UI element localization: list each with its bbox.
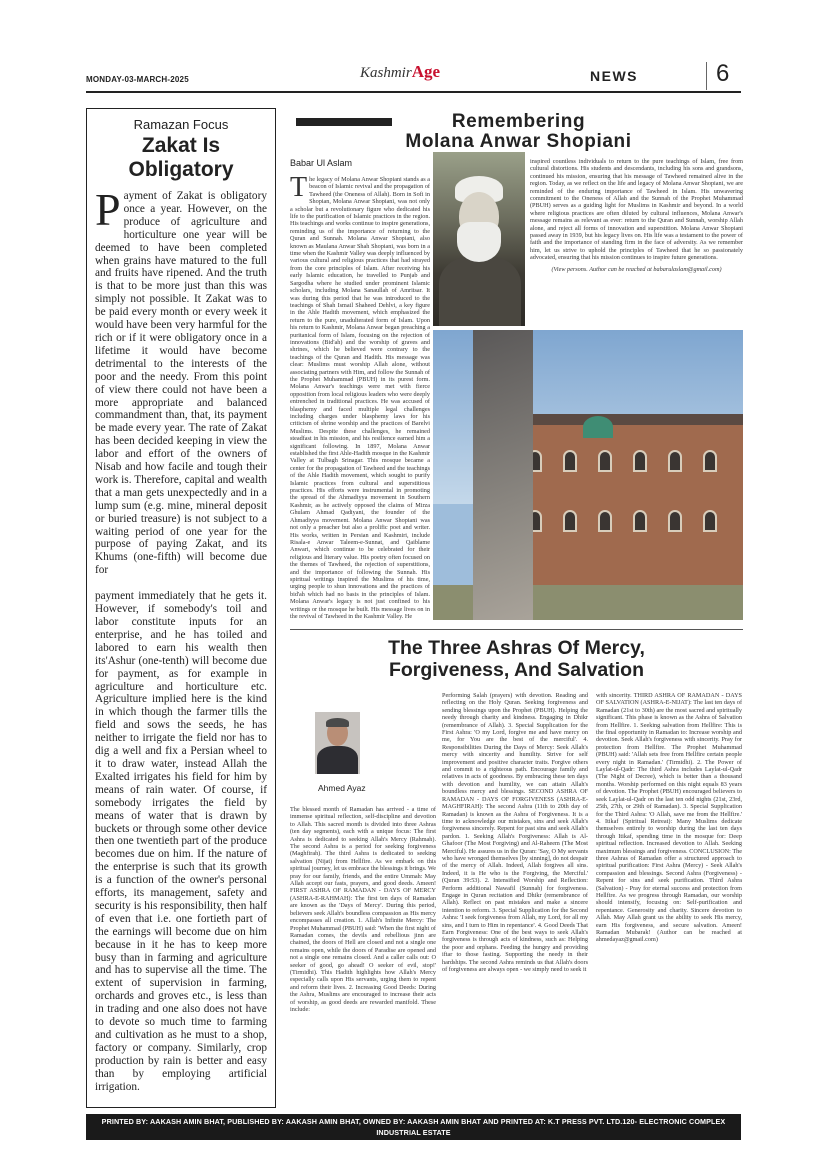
author-photo — [315, 712, 360, 774]
photo-window — [668, 450, 682, 472]
mosque-photo — [433, 330, 743, 620]
portrait-photo — [433, 152, 525, 326]
photo-hair — [326, 718, 349, 727]
article2-headline — [290, 637, 743, 681]
photo-window — [703, 510, 717, 532]
photo-window — [598, 450, 612, 472]
photo-beard — [457, 222, 501, 262]
article1-title-line2: Molana Anwar Shopiani — [405, 131, 632, 152]
imprint-line-1: PRINTED BY: AAKASH AMIN BHAT, PUBLISHED BY: AAKASH AMIN BHAT, OWNED BY: AAKASH AMIN BHAT AND PRINTED AT: K.T PRESS PVT. LTD.120- ELECTRONIC COMPLEX INDUSTRIAL ESTATE — [101, 1117, 726, 1137]
zakat-paragraph-2: payment immediately that he gets it. However, if somebody's toil and labor constitute inputs for an enterprise, and he has toiled and labored to earn his wealth then its'Ashur (one-tenth) will become due for payment, as for example in agriculture and horticulture etc. Agriculture implied here is the kind in which though the farmer tills the field and sows the seeds, he has neither to irrigate the field nor has to dig a well and fix a Persian wheel to it to draw water, instead Allah the Exalted irrigates his field for him by means of rain water. Of course, if somebody irrigates the field by means of water that is drawn by buckets or through some other device then one twentieth part of the produce becomes due on him. If the nature of the enterprise is such that its growth is a function of the owner's personal efforts, its management, safety and security is his responsibility, then half of even that i.e. one fortieth part of the earnings will become due on him because in it he has to keep more busy than in farming and agriculture and has to supervise all the time. The extent of supervision in farming, orchards and groves etc., is less than in trading and one also does not have to devote so much time to farming and cultivation as he must to a shop, factory or company. Similarly, crop production by rain is better and easy than by employing artificial irrigation. — [95, 590, 267, 1093]
article2-column-1: The blessed month of Ramadan has arrived - a time of immense spiritual reflection, self-discipline and devotion to Allah. This sacred month is divided into three Ashras (ten day segments), each with a unique focus: The first Ashra is dedicated to seeking Allah's Mercy (Rahmah). The second Ashra is a period for seeking forgiveness (Maghfirah). The third Ashra is dedicated to seeking salvation (Nijat) from Hellfire. As we embark on this spiritual journey, let us embrace the blessings it brings. We pray for our family, friends, and the entire Ummah: May Allah accept our fasts, prayers, and good deeds. Ameen! FIRST ASHRA OF RAMADAN - DAYS OF MERCY (ASHRA-E-RAHMAH): The first ten days of Ramadan are known as the 'Days of Mercy'. During this period, believers seek Allah's boundless compassion as His mercy encompasses all creation. 1. Allah's Infinite Mercy: The Prophet Muhammad (PBUH) said: 'When the first night of Ramadan comes, the devils and rebellious jinn are chained, the doors of Hell are closed and not a single one remains open, while the doors of Paradise are opened and not a single one remains closed. And a caller calls out: O seeker of good, go ahead! O seeker of evil, stop!' (Tirmidhi). This Hadith highlights how Allah's Mercy especially calls upon His servants, urging them to repent and reform their lives. 2. Increasing Good Deeds: During the Ashra, Muslims are encouraged to increase their acts of worship, as good deeds are rewarded manifold. These include: — [290, 806, 436, 1013]
imprint-line-2: RANGRETH BUDGAM, J&K. AND PUBLISHED AT: MEDIA ENCLAVE RESIDENCY ROAD SGR. 190001 J&K. EDITOR: AAKASH AMIN BHAT, JKENG/2006/23952 — [140, 1139, 687, 1148]
header-rule — [86, 91, 741, 93]
article2-title-line2: Forgiveness, And Salvation — [388, 659, 644, 681]
article2-column-3: with sincerity. THIRD ASHRA OF RAMADAN - DAYS OF SALVATION (ASHRA-E-NIJAT): The last ten days of Ramadan (21st to 30th) are the most sacred and spiritually significant. This phase is known as the Ashra of Salvation from Hellfire. 1. Seeking salvation from Hellfire: This is the final opportunity in Ramadan to: Increase worship and devotion. Seek Allah's forgiveness with sincerity. Pray for protection from Hellfire. The Prophet Muhammad (PBUH) said: 'Allah sets free from Hellfire certain people every night in Ramadan.' (Tirmidhi). 2. The Power of Laylat-ul-Qadr: The third Ashra includes Laylat-ul-Qadr (The Night of Decree), which is better than a thousand months. Worship performed on this night equals 83 years of devotion. The Prophet (PBUH) encouraged believers to seek Laylat-ul-Qadr on the last ten odd nights (21st, 23rd, 25th, 27th, or 29th of Ramadan). 3. Special Supplication for the Third Ashra: 'O Allah, save me from the Hellfire.' 4. Itikaf (Spiritual Retreat): Many Muslims dedicate themselves entirely to worship during the last ten days through Itikaf, spending time in the mosque for: Deep spiritual reflection. Increased devotion to Allah. Seeking maximum blessings and forgiveness. CONCLUSION: The three Ashras of Ramadan offer a structured approach to spiritual purification: First Ashra (Mercy) - Seek Allah's compassion and blessings. Second Ashra (Forgiveness) - Repent for sins and seek purification. Third Ashra (Salvation) - Pray for eternal success and protection from Hellfire. As we progress through Ramadan, our worship should intensify, focusing on: Self-purification and repentance. Generosity and charity. Sincere devotion to Allah. May Allah grant us the ability to seek His mercy, earn His forgiveness, and secure salvation. Ameen! Ramadan Mubarak! (Author can be reached at ahmedayaz@gmail.com) — [596, 692, 742, 944]
article1-title-line1: Remembering — [451, 111, 586, 132]
article1-author: Babar Ul Aslam — [290, 158, 353, 168]
article1-column-2 — [530, 158, 743, 326]
zakat-box — [86, 108, 276, 1108]
page-number: 6 — [716, 60, 730, 87]
zakat-dropcap: P — [95, 184, 121, 235]
zakat-paragraph-1 — [95, 184, 267, 577]
masthead-logo — [360, 62, 440, 82]
photo-window — [668, 510, 682, 532]
photo-dome — [583, 416, 613, 438]
photo-window — [598, 510, 612, 532]
section-divider — [290, 629, 743, 630]
zakat-body — [95, 184, 267, 1094]
article2-title-line1: The Three Ashras Of Mercy, — [388, 637, 645, 659]
zakat-kicker: Ramazan Focus — [133, 117, 229, 132]
photo-roof-left — [473, 330, 533, 620]
article2-author: Ahmed Ayaz — [318, 783, 366, 793]
photo-robe — [439, 256, 521, 326]
photo-window — [563, 450, 577, 472]
article1-text-2: inspired countless individuals to return to the pure teachings of Islam, free from cultural distortions. His students and descendants, including his sons and grandsons, continued his mission, ensuring that his message of Tawheed remained alive in the region. Today, as we reflect on the life and legacy of Molana Anwar Shopiani, we are reminded of the enduring importance of Tawheed in Islam. His unwavering commitment to the Oneness of Allah and the Sunnah of the Prophet Muhammad (PBUH) serves as a guiding light for Muslims in Kashmir and beyond. In a world where religious practices are often diluted by cultural influences, Molana Anwar's message remains as relevant as ever: return to the Quran and Sunnah, worship Allah alone, and reject all forms of innovation and superstition. Molana Anwar Shopiani passed away in 1939, but his legacy lives on. His life was a testament to the power of faith and the importance of standing firm in the face of adversity. As we remember him, let us strive to uphold the principles of Tawheed that he so passionately advocated, ensuring that his mission continues to inspire future generations. — [530, 158, 743, 262]
article1-headline — [296, 112, 741, 152]
header-divider — [706, 62, 707, 90]
photo-window — [703, 450, 717, 472]
article2-column-2: Performing Salah (prayers) with devotion. Reading and reflecting on the Holy Quran. Seeking forgiveness and sending blessings upon the Prophet (PBUH). Helping the needy through charity and kindness. Engaging in Dhikr (remembrance of Allah). 3. Special Supplication for the First Ashra: 'O my Lord, forgive me and have mercy on me, for You are the best of the merciful'. 4. Responsibilities During the Days of Mercy: Seek Allah's mercy with sincerity and humility. Strive for self improvement and positive character traits. Forgive others and commit to a righteous path. Encourage family and relatives in acts of goodness. By embracing these ten days with devotion and humility, we can attain Allah's boundless mercy and blessings. SECOND ASHRA OF RAMADAN - DAYS OF FORGIVENESS (ASHRA-E-MAGHFIRAH): The second Ashra (11th to 20th day of Ramadan) is known as the Ashra of Forgiveness. It is a time to acknowledge our mistakes, sins and seek Allah's forgiveness sincerely. Repent for past sins and seek Allah's pardon. 1. Seeking Allah's Forgiveness: Allah is Al-Ghafoor (The Most Forgiving) and Al-Raheem (The Most Merciful). He assures us in the Quran: 'Say, O My servants who have wronged themselves [by sinning], do not despair of the mercy of Allah. Indeed, Allah forgives all sins. Indeed, it is He who is the Forgiving, the Merciful.' (Quran 39:53). 2. Intensified Worship and Reflection: Perform additional Nawafil (Sunnah) for forgiveness. Engage in Quran recitation and Dhikr (remembrance of Allah). Reflect on past mistakes and make a sincere intention to reform. 3. Special Supplication for the Second Ashra: 'I seek forgiveness from Allah, my Lord, for all my sins, and I turn to Him in repentance'. 4. Good Deeds That Earn Forgiveness: One of the best ways to seek Allah's forgiveness is through acts of kindness, such as: Helping the poor and orphans. Feeding the hungry and providing iftar to those fasting. Supporting the needy in their hardships. The second Ashra reminds us that Allah's doors of forgiveness are always open - we simply need to seek it — [442, 692, 588, 974]
photo-window — [563, 510, 577, 532]
article1-signoff: (View persons. Author can be reached at babarulaslam@gmail.com) — [551, 265, 722, 273]
masthead-kashmir: Kashmir — [360, 65, 412, 81]
imprint-footer — [86, 1114, 741, 1148]
article1-dropcap: T — [290, 176, 308, 203]
section-label: NEWS — [590, 68, 638, 84]
masthead-age: Age — [411, 62, 441, 81]
headline-bar — [296, 118, 392, 126]
issue-date: MONDAY-03-MARCH-2025 — [86, 75, 189, 84]
photo-window — [633, 450, 647, 472]
zakat-text-1: ayment of Zakat is obligatory once a year. However, on the produce of agriculture and horticulture one year will be deemed to have been completed when grains have matured to the full and fruits have ripened. And the truth is that to be more just than this was simply not possible. It Zakat was to be paid every month or every week it would have been very harmful for the rich or if it were obligatory once in a lifetime it would have become detrimental to the interests of the poor and the needy. From this point of view there could not have been a more appropriate and balanced commandment than, that, its payment be made every year. The rate of Zakat has been decided keeping in view the labor and effort of the owners of Nisab and how facile and tough their work is. Therefore, capital and wealth that a man gets unexpectedly and in a lump sum (e.g. mine, mineral deposit or buried treasure) is not subject to a waiting period of one year for the purpose of paying Zakat, and its Khums (one-fifth) will become due for — [95, 190, 267, 577]
article1-column-1 — [290, 176, 430, 621]
photo-window — [633, 510, 647, 532]
article1-text-1: he legacy of Molana Anwar Shopiani stands as a beacon of Islamic revival and the propagation of Tawheed (the Oneness of Allah). Born in Sofi in Shopian, Molana Anwar Shopiani, was not only a scholar but a revolutionary figure who dedicated his life to the purification of Islamic practices in the region. His teachings and works continue to inspire generations, reminding us of the importance of returning to the Quran and Sunnah. Molana Anwar Shopiani, also known as Maulana Anwar Shah Shopiani, was born in a time when the Kashmir Valley was deeply influenced by various cultural and religious practices that had strayed from the core principles of Islam. After receiving his early Islamic education, he travelled to Punjab and Sargodha where he studied under prominent Islamic scholars, including Molana Sanaullah of Amritsar. It was during this period that he was introduced to the teachings of Shah Ismail Shaheed Dehlvi, a key figure in the Ahle Hadith movement, which emphasized the return to the pure, unadulterated form of Islam. Upon his return to Kashmir, Molana Anwar began preaching a puritanical form of Islam, focusing on the rejection of innovations (Bid'ah) and the worship of graves and shrines, which he believed were contrary to the teachings of the Quran and Hadith. His message was clear: Muslims must worship Allah alone, without associating partners with Him, and follow the Sunnah of the Prophet Muhammad (PBUH) in its purest form. Molana Anwar's teachings were met with fierce opposition from local religious leaders who were deeply entrenched in traditional practices. He was accused of blasphemy and faced multiple legal challenges including charges under blasphemy laws for his criticism of shrine worship and the practices of Barelvi Muslims. Despite these challenges, he remained steadfast in his mission, and his resilience earned him a significant following. In 1897, Molana Anwar established the first Ahle-Hadith mosque in the Kashmir Valley at Tulbagh Srinagar. This mosque became a center for the propagation of Tawheed and the teachings of the Ahle Hadith movement, which sought to purify Islamic practices from cultural and superstitious practices. His efforts were instrumental in promoting the spread of the Ahmadiyya movement in Southern Kashmir, as he actively opposed the claims of Mirza Ghulam Ahmad Qadiyani, the founder of the Ahmadiyya movement. Molana Anwar Shopiani was not only a preacher but also a prolific poet and writer. His works, written in Persian and Kashmiri, include Risala-e Anwar Taleem-e-Sunnat, and Qaiblame Anwari, which continue to be celebrated for their religious and literary value. His poetry often focused on the themes of Tawheed, the rejection of superstitions, and the importance of following the Sunnah. His spiritual writings inspired the Muslims of his time, urging people to shun innovations and the practices of bid'ah which had no basis in the principles of Islam. Molana Anwar's legacy is not just confined to his writings or the mosque he built. His message lives on in the revival of Tawheed in the Kashmir Valley. He — [290, 176, 430, 620]
zakat-title: Zakat Is Obligatory — [128, 134, 234, 181]
photo-suit — [317, 746, 358, 774]
